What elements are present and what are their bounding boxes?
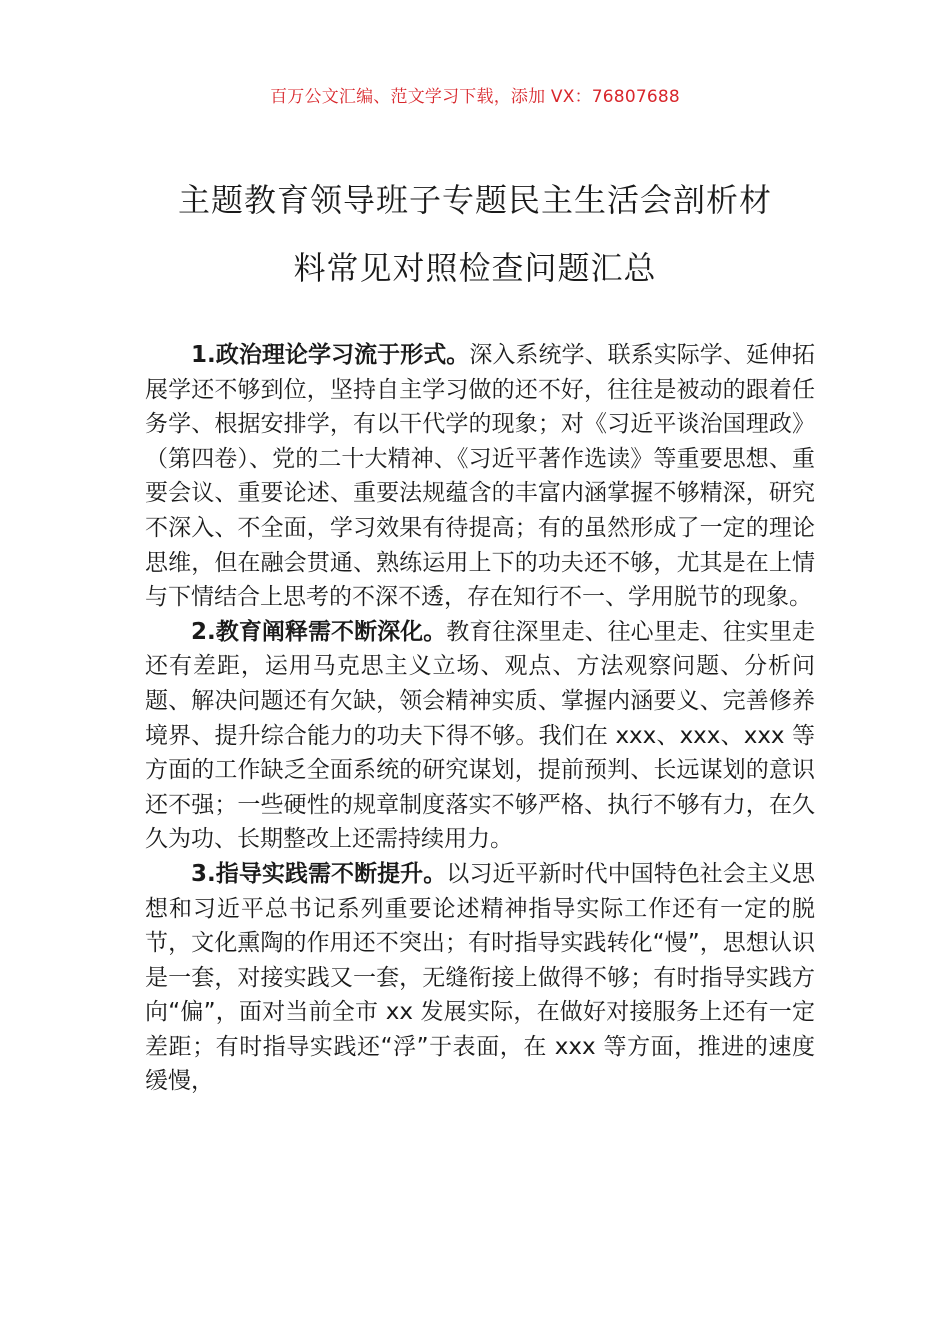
document-title-line-2: 料常见对照检查问题汇总 xyxy=(293,249,657,287)
section-paragraph-2 xyxy=(145,615,815,857)
document-title-line-1: 主题教育领导班子专题民主生活会剖析材 xyxy=(177,181,772,219)
promo-banner: 百万公文汇编、范文学习下载，添加 VX：76807688 xyxy=(270,87,680,107)
section-paragraph-1 xyxy=(145,338,815,615)
section-heading-3: 3.指导实践需不断提升。 xyxy=(191,860,447,887)
section-heading-1: 1.政治理论学习流于形式。 xyxy=(191,342,470,368)
section-text-2: 教育往深里走、往心里走、往实里走还有差距，运用马克思主义立场、观点、方法观察问题、分析问题、解决问题还有欠缺，领会精神实质、掌握内涵要义、完善修养境界、提升综合能力的功夫下得不够。我们在 xxx、xxx、xxx 等方面的工作缺乏全面系统的研究谋划，提前预判、长远谋划的意识还不强；一些硬性的规章制度落实不够严格、执行不够有力，在久久为功、长期整改上还需持续用力。 xyxy=(145,618,816,853)
section-heading-2: 2.教育阐释需不断深化。 xyxy=(191,618,447,645)
section-text-3: 以习近平新时代中国特色社会主义思想和习近平总书记系列重要论述精神指导实际工作还有一定的脱节，文化熏陶的作用还不突出；有时指导实践转化“慢”，思想认识是一套，对接实践又一套，无缝衔接上做得不够；有时指导实践方向“偏”，面对当前全市 xx 发展实际，在做好对接服务上还有一定差距；有时指导实践还“浮”于表面，在 xxx 等方面，推进的速度缓慢， xyxy=(145,860,816,1095)
section-text-1: 深入系统学、联系实际学、延伸拓展学还不够到位，坚持自主学习做的还不好，往往是被动的跟着任务学、根据安排学，有以干代学的现象；对《习近平谈治国理政》（第四卷）、党的二十大精神、《习近平著作选读》等重要思想、重要会议、重要论述、重要法规蕴含的丰富内涵掌握不够精深，研究不深入、不全面，学习效果有待提高；有的虽然形成了一定的理论思维，但在融会贯通、熟练运用上下的功夫还不够，尤其是在上情与下情结合上思考的不深不透，存在知行不一、学用脱节的现象。 xyxy=(145,342,816,611)
section-paragraph-3 xyxy=(145,857,815,1099)
document-body xyxy=(145,338,815,1099)
